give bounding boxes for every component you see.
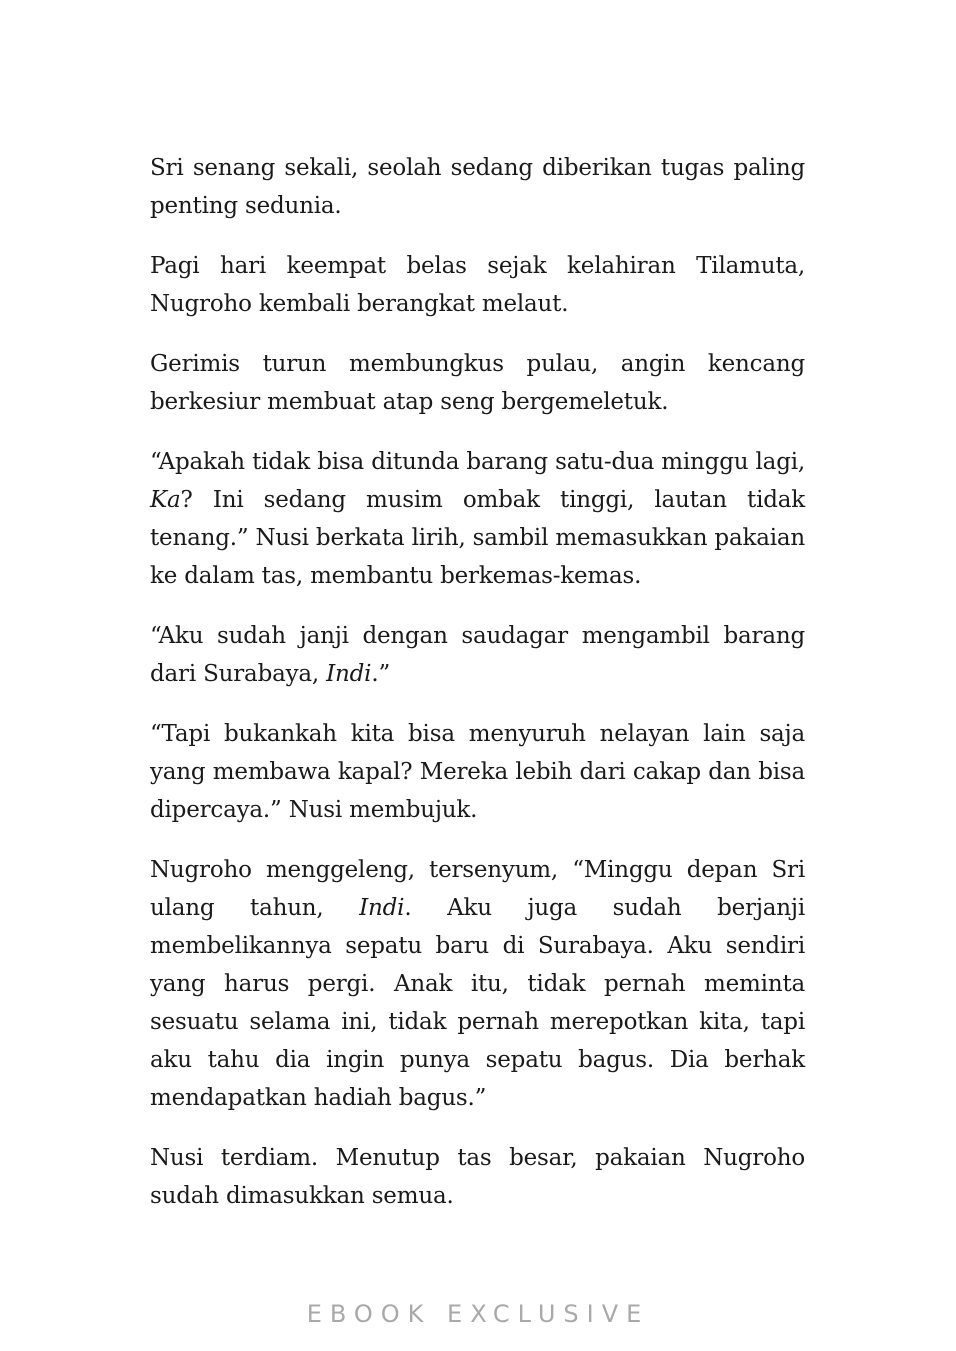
text-segment: .” <box>371 661 390 687</box>
paragraph <box>150 617 805 693</box>
text-segment: Pagi hari keempat belas sejak kelahiran Tilamuta, Nugroho kembali berangkat melaut. <box>150 253 805 317</box>
paragraph <box>150 149 805 225</box>
text-segment: Nugroho menggeleng, tersenyum, “Minggu depan Sri ulang tahun, <box>150 857 805 921</box>
text-segment: Gerimis turun membungkus pulau, angin kencang berkesiur membuat atap seng bergemeletuk. <box>150 351 805 415</box>
text-segment: Sri senang sekali, seolah sedang diberikan tugas paling penting sedunia. <box>150 155 805 219</box>
text-segment: . Aku juga sudah berjanji membelikannya sepatu baru di Surabaya. Aku sendiri yang harus pergi. Anak itu, tidak pernah meminta sesuatu selama ini, tidak pernah merepotkan kita, tapi aku tahu dia ingin punya sepatu bagus. Dia berhak mendapatkan hadiah bagus.” <box>150 895 805 1111</box>
text-segment: “Aku sudah janji dengan saudagar mengambil barang dari Surabaya, <box>150 623 805 687</box>
page-body <box>150 149 805 1237</box>
italic-word: Ka <box>150 487 181 513</box>
paragraph <box>150 443 805 595</box>
paragraph <box>150 247 805 323</box>
italic-word: Indi <box>326 661 372 687</box>
italic-word: Indi <box>359 895 405 921</box>
paragraph <box>150 345 805 421</box>
paragraph <box>150 715 805 829</box>
text-segment: “Apakah tidak bisa ditunda barang satu-dua minggu lagi, <box>150 449 805 475</box>
paragraph <box>150 851 805 1117</box>
text-segment: Nusi terdiam. Menutup tas besar, pakaian Nugroho sudah dimasukkan semua. <box>150 1145 805 1209</box>
footer-watermark: EBOOK EXCLUSIVE <box>306 1300 650 1328</box>
text-segment: “Tapi bukankah kita bisa menyuruh nelayan lain saja yang membawa kapal? Mereka lebih dari cakap dan bisa dipercaya.” Nusi membujuk. <box>150 721 805 823</box>
paragraph <box>150 1139 805 1215</box>
text-segment: ? Ini sedang musim ombak tinggi, lautan tidak tenang.” Nusi berkata lirih, sambil memasukkan pakaian ke dalam tas, membantu berkemas-kemas. <box>150 487 805 589</box>
